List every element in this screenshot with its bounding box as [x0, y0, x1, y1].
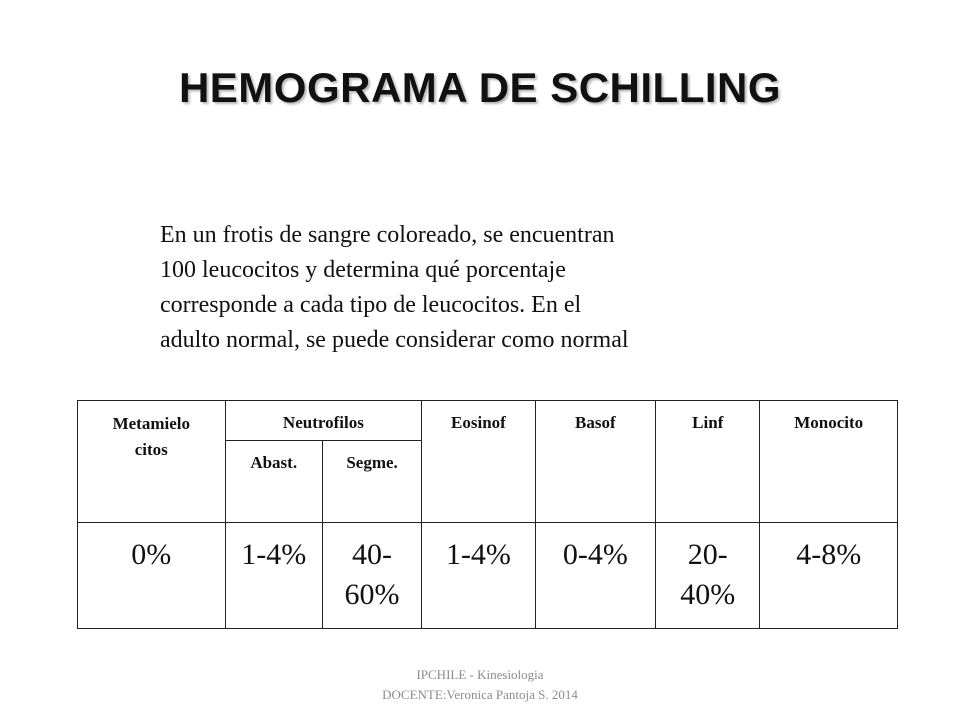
value-segme — [322, 523, 421, 629]
value-segme-line2: 60% — [344, 578, 400, 611]
slide-title: HEMOGRAMA DE SCHILLING — [178, 64, 782, 111]
intro-line: En un frotis de sangre coloreado, se encuentran — [160, 222, 615, 248]
intro-line: corresponde a cada tipo de leucocitos. En el — [160, 292, 582, 318]
value-linf-line1: 20- — [687, 538, 728, 571]
header-metamielocitos — [78, 401, 226, 523]
header-linf: Linf — [656, 401, 760, 523]
header-abast: Abast. — [225, 441, 322, 523]
intro-paragraph — [160, 218, 800, 358]
intro-line: adulto normal, se puede considerar como normal — [160, 327, 629, 353]
header-monocito: Monocito — [760, 401, 898, 523]
value-abast: 1-4% — [225, 523, 322, 629]
intro-line: 100 leucocitos y determina qué porcentaje — [160, 257, 566, 283]
header-segme: Segme. — [322, 441, 421, 523]
footer-institution: IPCHILE - Kinesiologia — [416, 667, 544, 682]
value-metamielocitos: 0% — [78, 523, 226, 629]
value-linf-line2: 40% — [680, 578, 736, 611]
value-eosinof: 1-4% — [422, 523, 535, 629]
value-basof: 0-4% — [535, 523, 655, 629]
header-metamielocitos-line2: citos — [134, 440, 168, 459]
header-neutrofilos: Neutrofilos — [225, 401, 422, 441]
value-linf — [656, 523, 760, 629]
value-segme-line1: 40- — [352, 538, 393, 571]
footer-docente: DOCENTE:Veronica Pantoja S. 2014 — [382, 687, 578, 702]
table-values-row — [78, 523, 898, 629]
header-eosinof: Eosinof — [422, 401, 535, 523]
footer — [0, 665, 960, 705]
value-monocito: 4-8% — [760, 523, 898, 629]
header-basof: Basof — [535, 401, 655, 523]
table-header-row — [78, 401, 898, 441]
header-metamielocitos-line1: Metamielo — [112, 414, 190, 433]
schilling-table — [77, 400, 898, 629]
